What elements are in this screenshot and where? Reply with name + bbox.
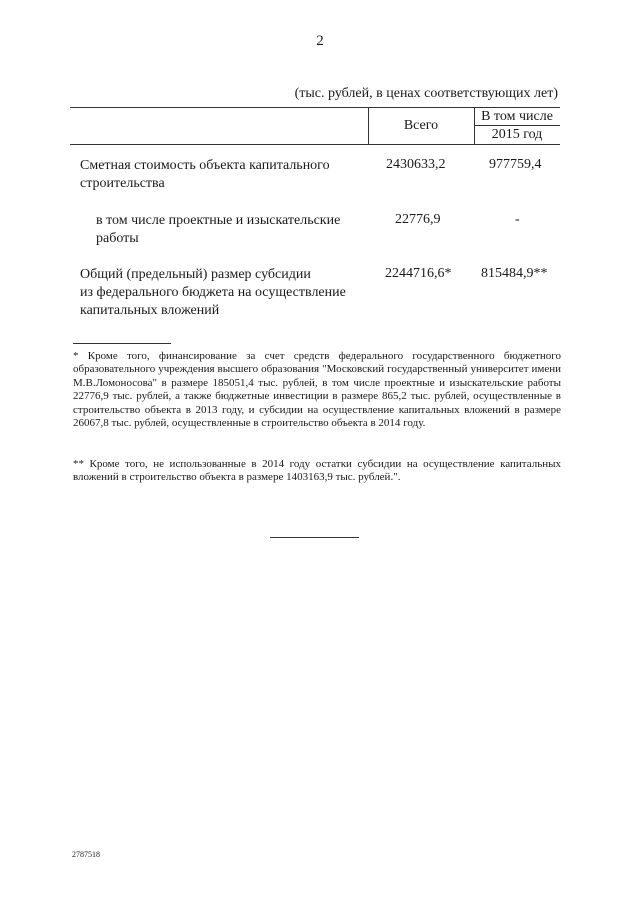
document-id: 2787518 xyxy=(72,850,100,859)
row-subsidy-total: 2244716,6* xyxy=(385,266,452,281)
units-note: (тыс. рублей, в ценах соответствующих лет) xyxy=(294,86,558,101)
row-label-line: работы xyxy=(96,231,139,246)
row-estimated-cost-label xyxy=(80,157,370,193)
row-design-works-2015: - xyxy=(515,212,520,227)
footnote-2: ** Кроме того, не использованные в 2014 году остатки субсидии на осуществление капитальных вложений в строительство объекта в размере 1403163,9 тыс. рублей.". xyxy=(73,458,561,484)
closing-rule xyxy=(270,537,359,538)
row-subsidy-label xyxy=(80,266,375,320)
row-design-works-total: 22776,9 xyxy=(395,212,441,227)
row-estimated-cost-total: 2430633,2 xyxy=(386,157,446,172)
header-total: Всего xyxy=(403,118,439,133)
header-including: В том числе xyxy=(481,109,553,124)
row-label-line: Общий (предельный) размер субсидии xyxy=(80,267,311,282)
header-year: 2015 год xyxy=(491,127,543,142)
row-label-line: в том числе проектные и изыскательские xyxy=(96,213,341,228)
footnote-separator xyxy=(73,343,171,344)
row-estimated-cost-2015: 977759,4 xyxy=(489,157,542,172)
table-top-border xyxy=(70,107,560,108)
row-label-line: капитальных вложений xyxy=(80,303,220,318)
table-header-bottom-border xyxy=(70,144,560,145)
table-subheader-border xyxy=(474,125,560,126)
page-number: 2 xyxy=(316,33,324,49)
row-label-line: строительства xyxy=(80,176,165,191)
row-label-line: из федерального бюджета на осуществление xyxy=(80,285,346,300)
row-design-works-label xyxy=(96,212,376,248)
row-subsidy-2015: 815484,9** xyxy=(481,266,548,281)
footnote-1: * Кроме того, финансирование за счет средств федерального государственного бюджетного образовательного учреждения высшего образования "Московский государственный университет имени М.В.Ломоносова" в размере 185051,4 тыс. рублей, в том числе проектные и изыскательские работы 22776,9 тыс. рублей, а также бюджетные инвестиции в размере 865,2 тыс. рублей, осуществленные в строительство объекта в 2013 году, и субсидии на осуществление капитальных вложений в размере 26067,8 тыс. рублей, осуществленные в строительство объекта в 2014 году. xyxy=(73,350,561,430)
row-label-line: Сметная стоимость объекта капитального xyxy=(80,158,330,173)
